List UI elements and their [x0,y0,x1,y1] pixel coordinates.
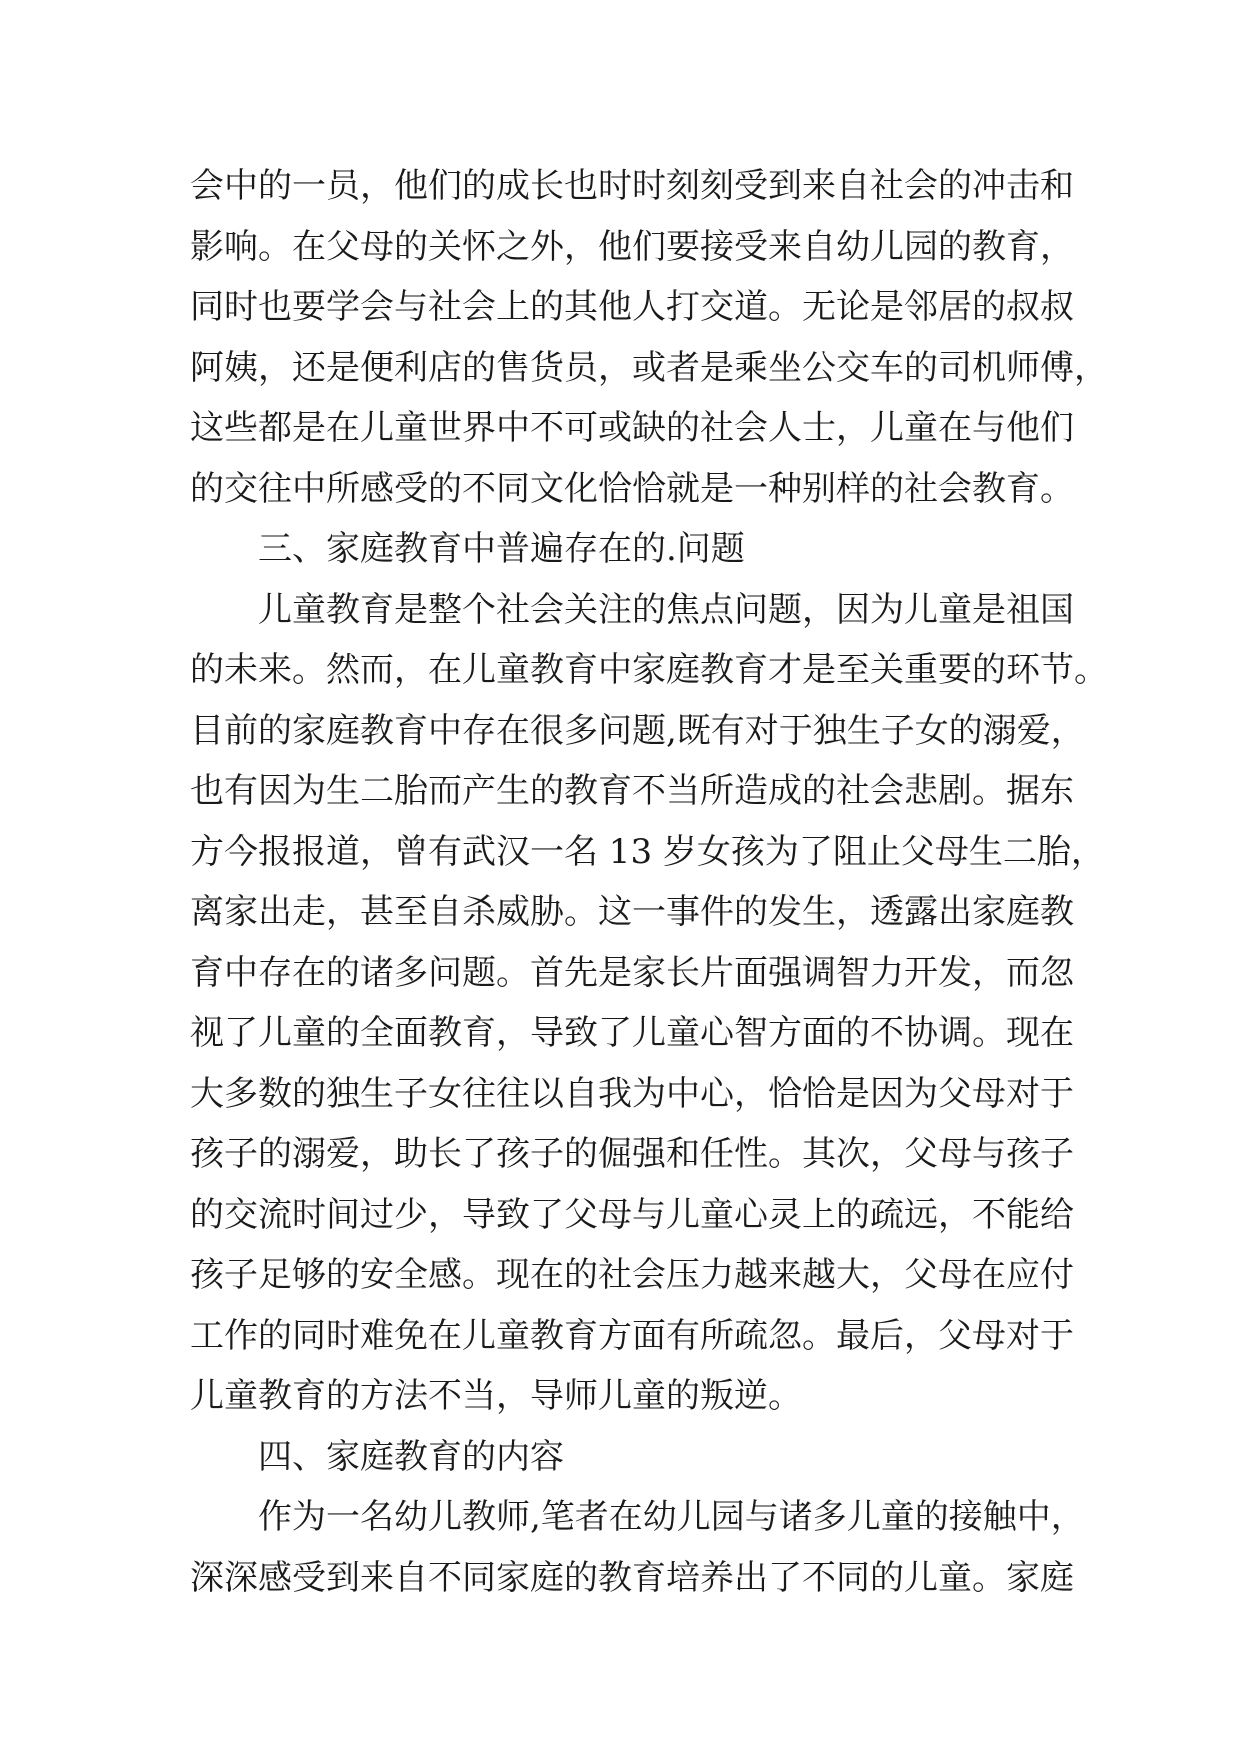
text-line: 影响。在父母的关怀之外，他们要接受来自幼儿园的教育， [190,226,1074,267]
text-line: 方今报报道，曾有武汉一名 13 岁女孩为了阻止父母生二胎， [190,831,1105,872]
paragraph-2 [190,580,1108,1427]
text-line: 也有因为生二胎而产生的教育不当所造成的社会悲剧。据东 [190,771,1074,811]
text-line: 会中的一员，他们的成长也时时刻刻受到来自社会的冲击和 [190,166,1074,206]
text-line: 这些都是在儿童世界中不可或缺的社会人士，儿童在与他们 [190,408,1074,448]
text-line: 儿童教育是整个社会关注的焦点问题，因为儿童是祖国 [258,589,1074,630]
text-line: 孩子足够的安全感。现在的社会压力越来越大，父母在应付 [190,1255,1074,1295]
text-line: 视了儿童的全面教育，导致了儿童心智方面的不协调。现在 [190,1013,1074,1053]
text-line: 作为一名幼儿教师,笔者在幼儿园与诸多儿童的接触中， [258,1497,1085,1537]
text-line: 儿童教育的方法不当，导师儿童的叛逆。 [190,1376,802,1416]
section-heading-4: 四、家庭教育的内容 [258,1436,564,1477]
section-heading-3: 三、家庭教育中普遍存在的.问题 [258,529,745,569]
text-line: 阿姨，还是便利店的售货员，或者是乘坐公交车的司机师傅， [190,347,1108,388]
text-line: 孩子的溺爱，助长了孩子的倔强和任性。其次，父母与孩子 [190,1134,1074,1174]
text-line: 的交往中所感受的不同文化恰恰就是一种别样的社会教育。 [190,468,1074,509]
text-line: 育中存在的诸多问题。首先是家长片面强调智力开发，而忽 [190,952,1074,993]
document-body [190,156,1108,1608]
text-line: 大多数的独生子女往往以自我为中心，恰恰是因为父母对于 [190,1073,1074,1114]
text-line: 工作的同时难免在儿童教育方面有所疏忽。最后，父母对于 [190,1315,1074,1356]
text-line: 深深感受到来自不同家庭的教育培养出了不同的儿童。家庭 [190,1557,1074,1598]
text-line: 目前的家庭教育中存在很多问题,既有对于独生子女的溺爱， [190,710,1085,751]
text-line: 的交流时间过少，导致了父母与儿童心灵上的疏远，不能给 [190,1194,1074,1235]
paragraph-3 [190,1487,1085,1608]
text-line: 同时也要学会与社会上的其他人打交道。无论是邻居的叔叔 [190,287,1074,327]
text-line: 离家出走，甚至自杀威胁。这一事件的发生，透露出家庭教 [190,892,1074,932]
paragraph-1 [190,156,1108,519]
text-line: 的未来。然而，在儿童教育中家庭教育才是至关重要的环节。 [190,650,1108,690]
